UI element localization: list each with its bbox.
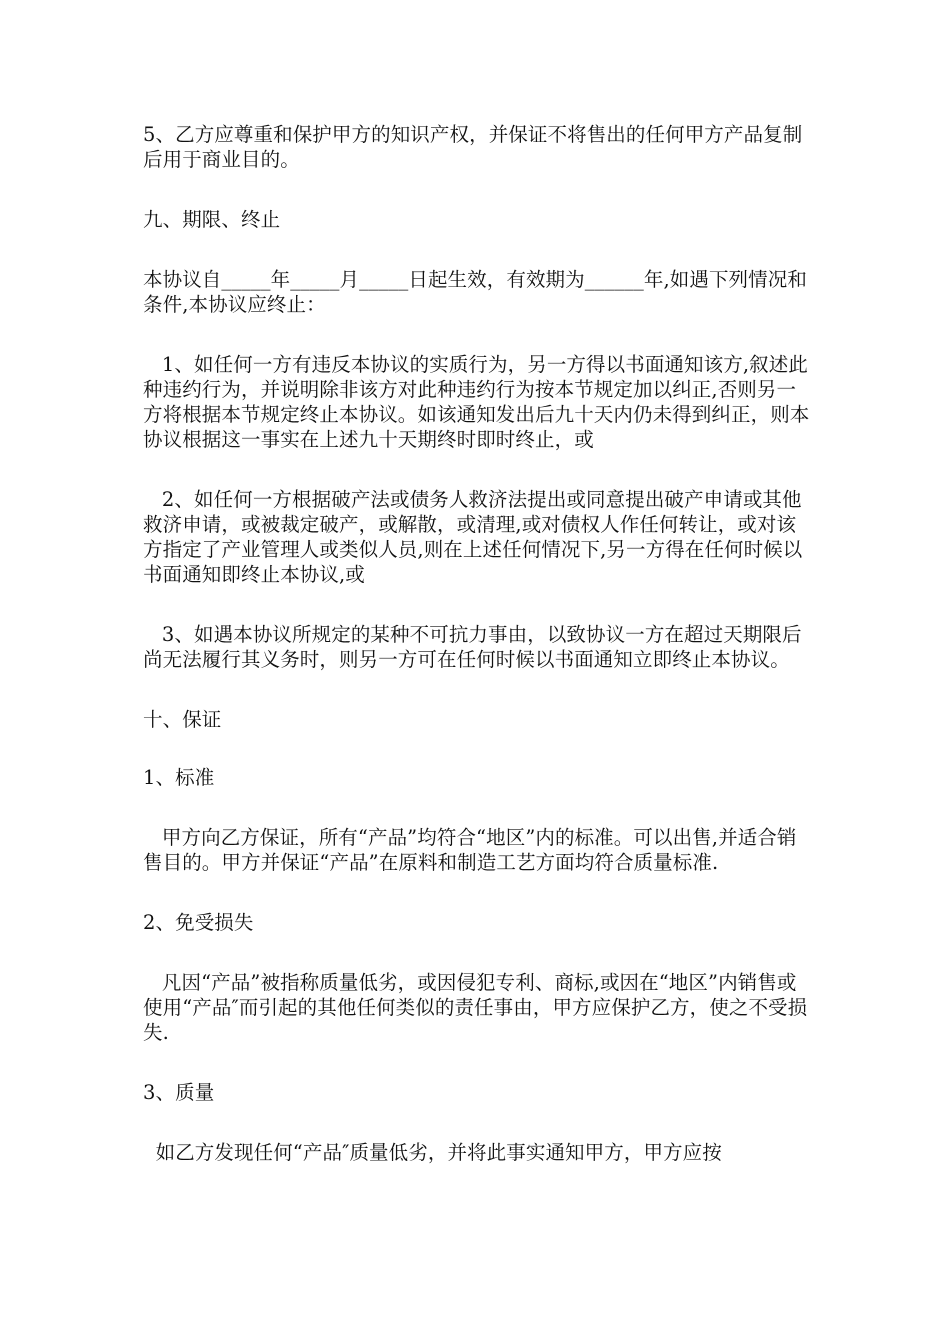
standard-clause: 甲方向乙方保证，所有“产品”均符合“地区”内的标准。可以出售,并适合销售目的。甲方并保证“产品”在原料和制造工艺方面均符合质量标准. (143, 826, 797, 874)
section-heading-warranty: 十、保证 (143, 708, 222, 731)
quality-clause: 如乙方发现任何“产品″质量低劣，并将此事实通知甲方，甲方应按 (143, 1141, 722, 1164)
indemnity-clause: 凡因“产品”被指称质量低劣，或因侵犯专利、商标,或因在“地区”内销售或使用“产品″而引起的其他任何类似的责任事由，甲方应保护乙方，使之不受损失. (143, 971, 808, 1044)
subheading-standard: 1、标准 (143, 766, 215, 789)
termination-clause-1: 1、如任何一方有违反本协议的实质行为，另一方得以书面通知该方,叙述此种违约行为，并说明除非该方对此种违约行为按本节规定加以纠正,否则另一方将根据本节规定终止本协议。如该通知发出后九十天内仍未得到纠正，则本协议根据这一事实在上述九十天期终时即时终止，或 (143, 353, 810, 451)
section-heading-term-termination: 九、期限、终止 (143, 208, 281, 231)
termination-clause-2: 2、如任何一方根据破产法或债务人救济法提出或同意提出破产申请或其他救济申请，或被裁定破产，或解散，或清理,或对债权人作任何转让，或对该方指定了产业管理人或类似人员,则在上述任何情况下,另一方得在任何时候以书面通知即终止本协议,或 (143, 488, 803, 586)
subheading-quality: 3、质量 (143, 1081, 215, 1104)
clause-5-ip-protection: 5、乙方应尊重和保护甲方的知识产权，并保证不将售出的任何甲方产品复制后用于商业目的。 (143, 123, 803, 171)
subheading-indemnity: 2、免受损失 (143, 911, 254, 934)
termination-clause-3: 3、如遇本协议所规定的某种不可抗力事由，以致协议一方在超过天期限后尚无法履行其义务时，则另一方可在任何时候以书面通知立即终止本协议。 (143, 623, 802, 671)
term-effective-date-clause: 本协议自_____年_____月_____日起生效，有效期为______年,如遇下列情况和条件,本协议应终止： (143, 268, 807, 316)
document-page (143, 122, 813, 1165)
